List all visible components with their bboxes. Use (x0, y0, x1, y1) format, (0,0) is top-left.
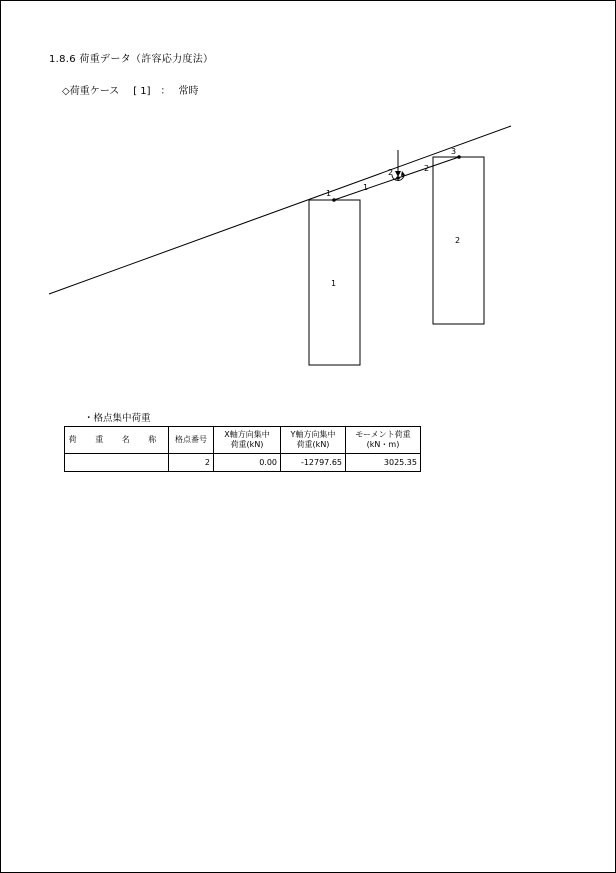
member-label-1: 1 (363, 183, 369, 192)
node-label-2: 2 (388, 168, 394, 177)
header-y-load (281, 427, 346, 454)
cell-x-load: 0.00 (214, 454, 281, 472)
header-node-number: 格点番号 (169, 427, 214, 454)
header-x-line1: X軸方向集中 (224, 430, 270, 439)
pier-label-2: 2 (455, 236, 461, 245)
table-header-row (65, 427, 421, 454)
header-x-line2: 荷重(kN) (230, 440, 264, 449)
load-case-id: [ 1] (133, 86, 151, 97)
header-moment-load (346, 427, 421, 454)
table-heading: ・格点集中荷重 (84, 413, 151, 424)
node-3-dot (457, 155, 461, 159)
node-1-dot (332, 198, 336, 202)
header-load-name: 荷 重 名 称 (65, 427, 169, 454)
node-load-table (64, 426, 421, 472)
cell-node-number: 2 (169, 454, 214, 472)
header-m-line2: (kN・m) (366, 440, 400, 449)
cell-y-load: -12797.65 (281, 454, 346, 472)
load-case-separator: ： (160, 86, 171, 97)
header-x-load (214, 427, 281, 454)
node-label-3: 3 (451, 147, 457, 156)
table-row (65, 454, 421, 472)
load-case-marker: ◇荷重ケース (62, 86, 120, 97)
header-y-line2: 荷重(kN) (296, 440, 330, 449)
node-label-1: 1 (326, 189, 332, 198)
member-label-2: 2 (424, 164, 430, 173)
header-y-line1: Y軸方向集中 (290, 430, 336, 439)
load-case-name: 常時 (178, 86, 199, 97)
header-m-line1: モーメント荷重 (355, 430, 411, 439)
cell-load-name (65, 454, 169, 472)
structure-diagram (0, 0, 616, 420)
pier-label-1: 1 (331, 279, 337, 288)
cell-moment-load: 3025.35 (346, 454, 421, 472)
slope-line (49, 126, 511, 294)
section-title: 1.8.6 荷重データ（許容応力度法） (49, 54, 214, 65)
load-arrow-head (395, 171, 401, 177)
